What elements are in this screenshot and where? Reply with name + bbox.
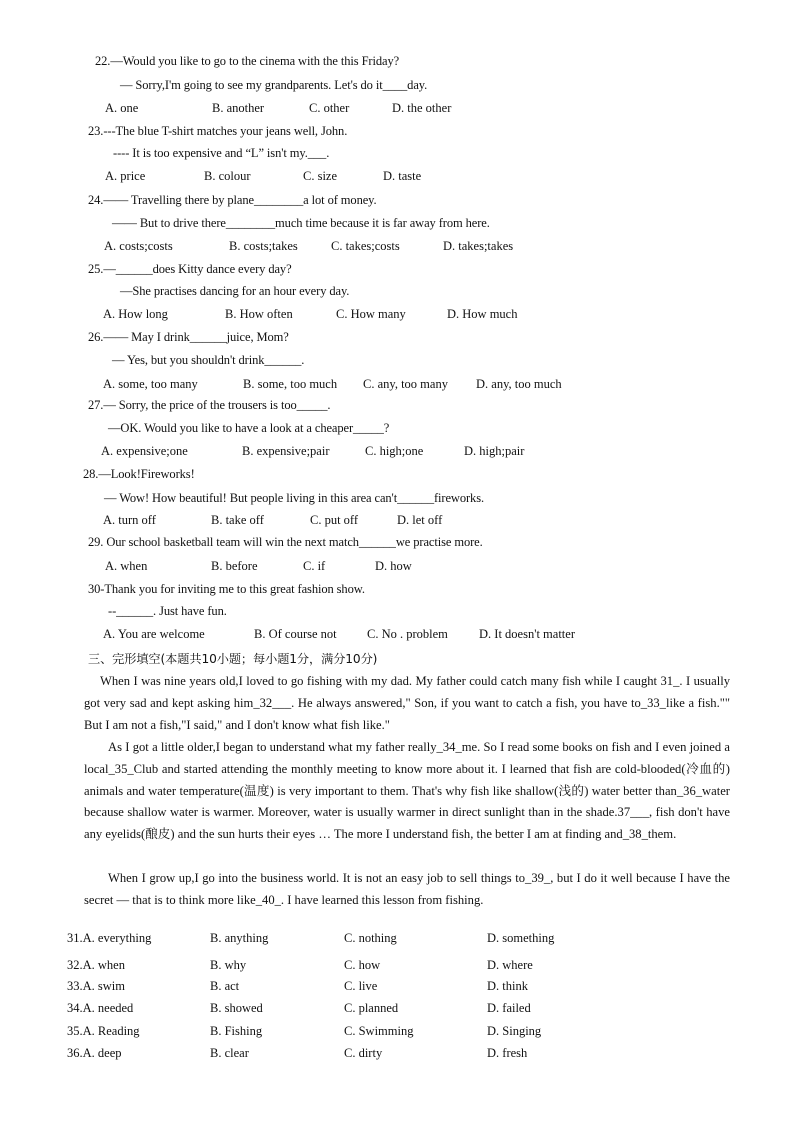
cloze-option-32d: D. where (487, 958, 533, 972)
cloze-option-35c: C. Swimming (344, 1024, 414, 1038)
cloze-option-33b: B. act (210, 979, 240, 993)
cloze-option-31c: C. nothing (344, 931, 397, 945)
question-23: 23.---The blue T-shirt matches your jeans well, John. (88, 124, 348, 138)
option-27a: A. expensive;one (101, 444, 188, 458)
option-22d: D. the other (392, 101, 452, 115)
passage-paragraph-3: When I grow up,I go into the business world. It is not an easy job to sell things to_39_, but I do it well because I have the secret — that is to think more like_40_. I have learned this lesson from fishing. (84, 871, 730, 907)
cloze-option-35b: B. Fishing (210, 1024, 263, 1038)
option-30d: D. It doesn't matter (479, 627, 575, 641)
option-29a: A. when (105, 559, 148, 573)
cloze-option-35d: D. Singing (487, 1024, 542, 1038)
cloze-option-34a: 34.A. needed (67, 1001, 134, 1015)
option-27d: D. high;pair (464, 444, 525, 458)
option-29c: C. if (303, 559, 326, 573)
cloze-option-35a: 35.A. Reading (67, 1024, 140, 1038)
option-22a: A. one (105, 101, 139, 115)
option-29b: B. before (211, 559, 258, 573)
question-27: 27.— Sorry, the price of the trousers is too_____. (88, 398, 331, 412)
option-22c: C. other (309, 101, 350, 115)
passage-paragraph-1: When I was nine years old,I loved to go fishing with my dad. My father could catch many fish while I caught 31_. I usually got very sad and kept asking him_32___. He always answered," Son, if you want to catch a fish, you have to_33_like a fish."" But I am not a fish,"I said," and I don't know what fish like." (84, 674, 730, 732)
cloze-option-34b: B. showed (210, 1001, 263, 1015)
cloze-option-33d: D. think (487, 979, 528, 993)
question-25: 25.—______does Kitty dance every day? (88, 262, 292, 276)
question-24: 24.—— Travelling there by plane________a lot of money. (88, 193, 377, 207)
cloze-option-31b: B. anything (210, 931, 269, 945)
option-28a: A. turn off (103, 513, 156, 527)
question-25-reply: —She practises dancing for an hour every day. (120, 284, 350, 298)
option-28b: B. take off (211, 513, 264, 527)
option-29d: D. how (375, 559, 412, 573)
option-28d: D. let off (397, 513, 443, 527)
cloze-option-36d: D. fresh (487, 1046, 528, 1060)
option-26b: B. some, too much (243, 377, 338, 391)
cloze-option-33a: 33.A. swim (67, 979, 125, 993)
option-26d: D. any, too much (476, 377, 562, 391)
cloze-option-33c: C. live (344, 979, 378, 993)
option-24b: B. costs;takes (229, 239, 298, 253)
option-23a: A. price (105, 169, 146, 183)
cloze-option-32c: C. how (344, 958, 381, 972)
question-23-reply: ---- It is too expensive and “L” isn't my.___. (113, 146, 330, 160)
question-26-reply: — Yes, but you shouldn't drink______. (112, 353, 305, 367)
question-30-reply: --______. Just have fun. (108, 604, 227, 618)
cloze-option-36b: B. clear (210, 1046, 249, 1060)
question-27-reply: —OK. Would you like to have a look at a cheaper_____? (108, 421, 390, 435)
passage-paragraph-2: As I got a little older,I began to understand what my father really_34_me. So I read some books on fish and I even joined a local_35_Club and started attending the monthly meeting to know more about it. I learned that fish are cold-blooded(冷血的) animals and water temperature(温度) is very important to them. That's why fish like shallow(浅的) water better than_36_water because shallow water is warmer. Moreover, water is usually warmer in direct sunlight than in the shade.37___, fish don't have any eyelids(酿皮) and the sun hurts their eyes … The more I understand fish, the better I am at finding and_38_them. (84, 740, 730, 842)
cloze-option-36a: 36.A. deep (67, 1046, 122, 1060)
question-29: 29. Our school basketball team will win the next match______we practise more. (88, 535, 483, 549)
cloze-option-32a: 32.A. when (67, 958, 125, 972)
cloze-option-36c: C. dirty (344, 1046, 383, 1060)
cloze-option-34c: C. planned (344, 1001, 399, 1015)
option-23b: B. colour (204, 169, 251, 183)
option-30b: B. Of course not (254, 627, 337, 641)
option-28c: C. put off (310, 513, 359, 527)
option-24a: A. costs;costs (104, 239, 173, 253)
option-25b: B. How often (225, 307, 293, 321)
option-24d: D. takes;takes (443, 239, 514, 253)
question-26: 26.—— May I drink______juice, Mom? (88, 330, 289, 344)
question-28: 28.—Look!Fireworks! (83, 467, 195, 481)
option-30c: C. No . problem (367, 627, 448, 641)
cloze-option-31d: D. something (487, 931, 555, 945)
option-27c: C. high;one (365, 444, 424, 458)
option-26c: C. any, too many (363, 377, 448, 391)
option-25a: A. How long (103, 307, 168, 321)
cloze-option-31a: 31.A. everything (67, 931, 152, 945)
option-23c: C. size (303, 169, 338, 183)
section-title: 三、完形填空(本题共10小题；每小题1分，满分10分) (88, 652, 378, 666)
option-22b: B. another (212, 101, 265, 115)
question-24-reply: —— But to drive there________much time because it is far away from here. (112, 216, 490, 230)
option-26a: A. some, too many (103, 377, 198, 391)
cloze-option-32b: B. why (210, 958, 247, 972)
question-22-reply: — Sorry,I'm going to see my grandparents. Let's do it____day. (120, 78, 428, 92)
question-22: 22.—Would you like to go to the cinema with the this Friday? (95, 54, 400, 68)
option-23d: D. taste (383, 169, 422, 183)
option-25d: D. How much (447, 307, 518, 321)
option-24c: C. takes;costs (331, 239, 400, 253)
option-30a: A. You are welcome (103, 627, 205, 641)
option-25c: C. How many (336, 307, 406, 321)
question-28-reply: — Wow! How beautiful! But people living in this area can't______fireworks. (104, 491, 484, 505)
cloze-option-34d: D. failed (487, 1001, 531, 1015)
question-30: 30-Thank you for inviting me to this great fashion show. (88, 582, 365, 596)
option-27b: B. expensive;pair (242, 444, 330, 458)
